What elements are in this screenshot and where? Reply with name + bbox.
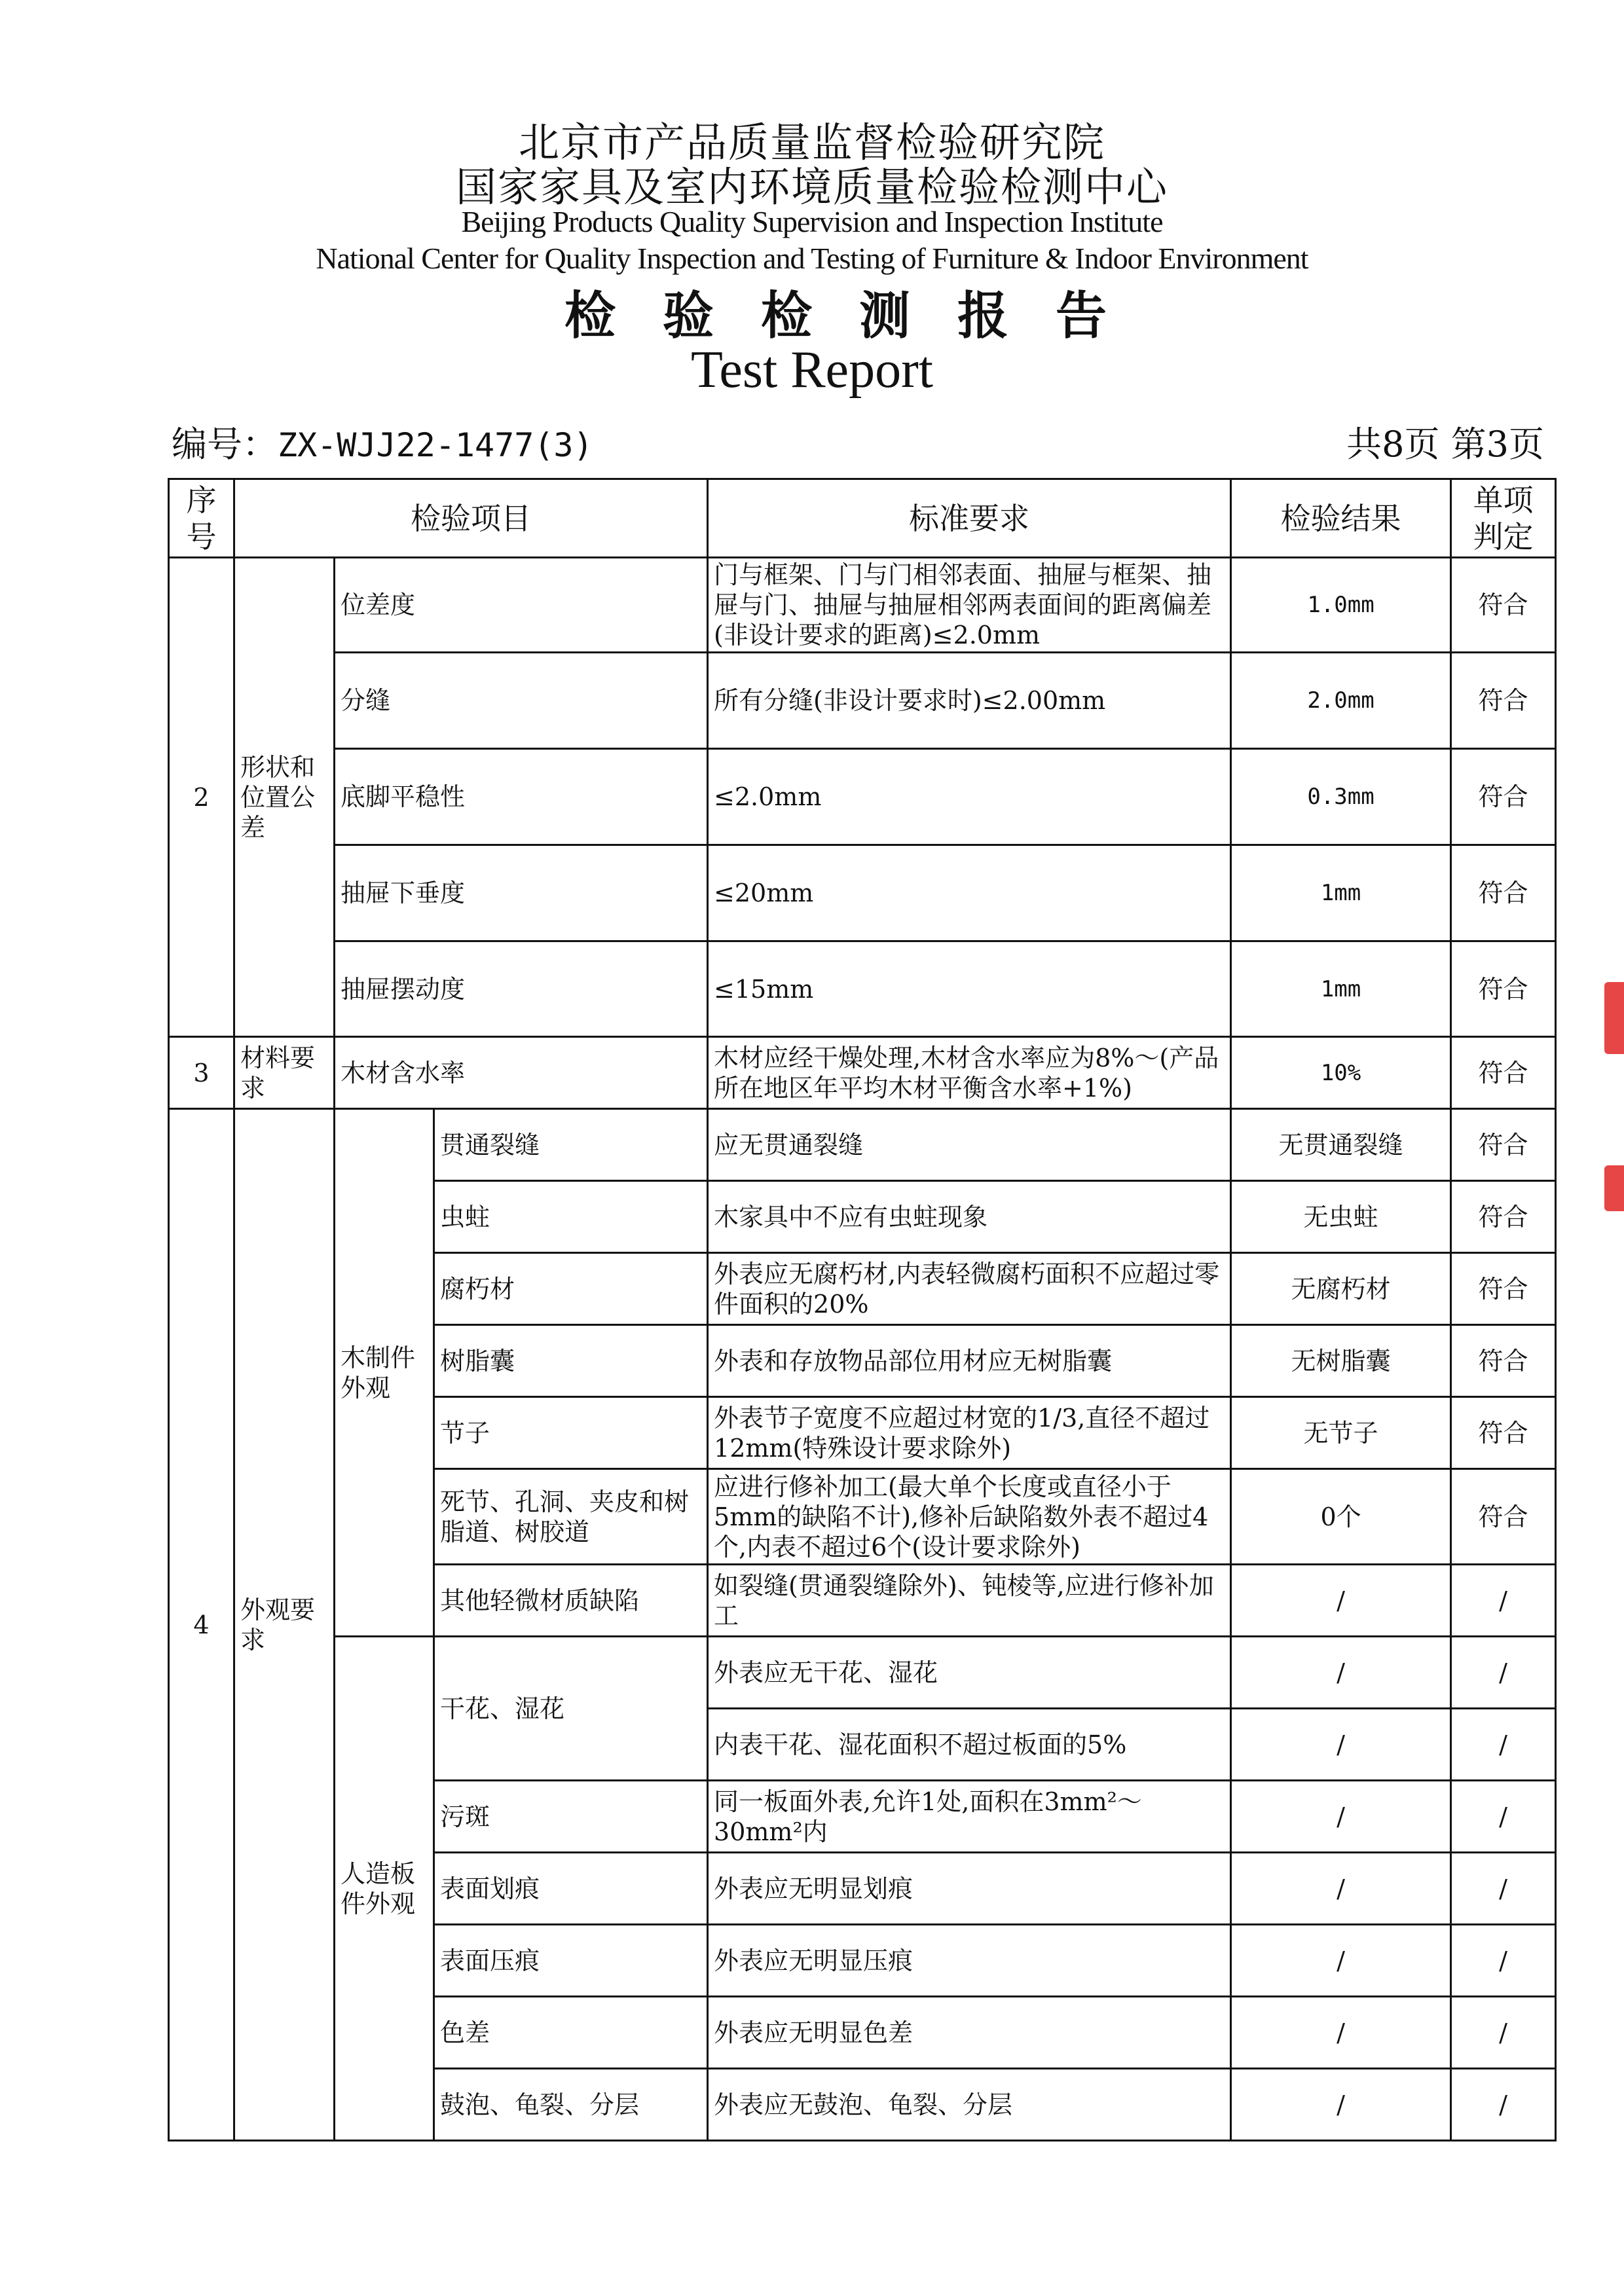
item-name: 表面划痕 xyxy=(434,1853,708,1925)
result-value: 10% xyxy=(1231,1037,1451,1109)
table-row xyxy=(169,845,1556,941)
result-value: 无贯通裂缝 xyxy=(1231,1109,1451,1181)
org-name-cn-1: 北京市产品质量监督检验研究院 xyxy=(518,118,1105,166)
judgement-value: / xyxy=(1451,2069,1556,2141)
item-name: 干花、湿花 xyxy=(434,1637,708,1781)
section-category: 材料要求 xyxy=(234,1037,335,1109)
item-name: 分缝 xyxy=(335,653,708,749)
result-value: 无树脂囊 xyxy=(1231,1325,1451,1397)
judgement-value: 符合 xyxy=(1451,749,1556,845)
judgement-value: / xyxy=(1451,1781,1556,1853)
org-name-en-1: Beijing Products Quality Supervision and Inspection Institute xyxy=(461,205,1163,238)
group-name: 木制件外观 xyxy=(335,1109,434,1637)
standard-text: 外表应无明显色差 xyxy=(708,1997,1231,2069)
result-value: 1.0mm xyxy=(1231,558,1451,653)
table-row xyxy=(169,749,1556,845)
report-number-value: ZX-WJJ22-1477(3) xyxy=(278,426,593,464)
item-name: 抽屉摆动度 xyxy=(335,941,708,1037)
table-row xyxy=(169,1037,1556,1109)
section-no: 4 xyxy=(169,1109,234,2141)
standard-text: 木材应经干燥处理,木材含水率应为8%～(产品所在地区年平均木材平衡含水率+1%) xyxy=(708,1037,1231,1109)
standard-text: 木家具中不应有虫蛀现象 xyxy=(708,1181,1231,1253)
standard-text: 外表和存放物品部位用材应无树脂囊 xyxy=(708,1325,1231,1397)
judgement-value: 符合 xyxy=(1451,1253,1556,1325)
result-value: / xyxy=(1231,1853,1451,1925)
judgement-value: 符合 xyxy=(1451,941,1556,1037)
standard-text: 内表干花、湿花面积不超过板面的5% xyxy=(708,1709,1231,1781)
result-value: 无虫蛀 xyxy=(1231,1181,1451,1253)
standard-text: ≤20mm xyxy=(708,845,1231,941)
col-header-item: 检验项目 xyxy=(234,479,708,558)
item-name: 污斑 xyxy=(434,1781,708,1853)
item-name: 其他轻微材质缺陷 xyxy=(434,1565,708,1637)
standard-text: 如裂缝(贯通裂缝除外)、钝棱等,应进行修补加工 xyxy=(708,1565,1231,1637)
result-value: 1mm xyxy=(1231,845,1451,941)
item-name: 色差 xyxy=(434,1997,708,2069)
seal-edge-mark xyxy=(1604,982,1624,1054)
result-value: / xyxy=(1231,2069,1451,2141)
judgement-value: / xyxy=(1451,1709,1556,1781)
standard-text: 外表应无腐朽材,内表轻微腐朽面积不应超过零件面积的20% xyxy=(708,1253,1231,1325)
item-name: 节子 xyxy=(434,1397,708,1469)
item-name: 死节、孔洞、夹皮和树脂道、树胶道 xyxy=(434,1469,708,1565)
result-value: / xyxy=(1231,1565,1451,1637)
result-value: 1mm xyxy=(1231,941,1451,1037)
item-name: 贯通裂缝 xyxy=(434,1109,708,1181)
org-name-cn-2: 国家家具及室内环境质量检验检测中心 xyxy=(455,163,1168,211)
judgement-value: 符合 xyxy=(1451,558,1556,653)
col-header-standard: 标准要求 xyxy=(708,479,1231,558)
table-row xyxy=(169,558,1556,653)
inspection-table xyxy=(168,478,1557,2141)
standard-text: 所有分缝(非设计要求时)≤2.00mm xyxy=(708,653,1231,749)
item-name: 抽屉下垂度 xyxy=(335,845,708,941)
table-row xyxy=(169,941,1556,1037)
item-name: 位差度 xyxy=(335,558,708,653)
judgement-value: 符合 xyxy=(1451,1397,1556,1469)
section-category: 外观要求 xyxy=(234,1109,335,2141)
judgement-value: / xyxy=(1451,1853,1556,1925)
judgement-value: 符合 xyxy=(1451,845,1556,941)
col-header-judgement: 单项判定 xyxy=(1451,479,1556,558)
table-row xyxy=(169,653,1556,749)
col-header-no: 序号 xyxy=(169,479,234,558)
judgement-value: 符合 xyxy=(1451,1181,1556,1253)
result-value: 无节子 xyxy=(1231,1397,1451,1469)
item-name: 虫蛀 xyxy=(434,1181,708,1253)
table-row xyxy=(169,1637,1556,1709)
standard-text: 同一板面外表,允许1处,面积在3mm²～30mm²内 xyxy=(708,1781,1231,1853)
org-name-en-2: National Center for Quality Inspection and Testing of Furniture & Indoor Environment xyxy=(316,242,1308,275)
judgement-value: 符合 xyxy=(1451,1325,1556,1397)
standard-text: 应进行修补加工(最大单个长度或直径小于5mm的缺陷不计),修补后缺陷数外表不超过4个,内表不超过6个(设计要求除外) xyxy=(708,1469,1231,1565)
report-number xyxy=(172,416,593,467)
item-name: 表面压痕 xyxy=(434,1925,708,1997)
report-title-en: Test Report xyxy=(691,341,933,399)
judgement-value: 符合 xyxy=(1451,1037,1556,1109)
page-count: 共8页 第3页 xyxy=(1346,424,1544,465)
section-no: 2 xyxy=(169,558,234,1037)
standard-text: ≤15mm xyxy=(708,941,1231,1037)
result-value: / xyxy=(1231,1709,1451,1781)
standard-text: 外表应无明显压痕 xyxy=(708,1925,1231,1997)
report-title-cn: 检验检测报告 xyxy=(564,286,1154,346)
section-no: 3 xyxy=(169,1037,234,1109)
table-header-row xyxy=(169,479,1556,558)
standard-text: 外表应无干花、湿花 xyxy=(708,1637,1231,1709)
standard-text: ≤2.0mm xyxy=(708,749,1231,845)
item-name: 底脚平稳性 xyxy=(335,749,708,845)
standard-text: 门与框架、门与门相邻表面、抽屉与框架、抽屉与门、抽屉与抽屉相邻两表面间的距离偏差(非设计要求的距离)≤2.0mm xyxy=(708,558,1231,653)
standard-text: 应无贯通裂缝 xyxy=(708,1109,1231,1181)
judgement-value: 符合 xyxy=(1451,653,1556,749)
judgement-value: 符合 xyxy=(1451,1469,1556,1565)
item-name: 鼓泡、龟裂、分层 xyxy=(434,2069,708,2141)
result-value: / xyxy=(1231,1637,1451,1709)
result-value: 0.3mm xyxy=(1231,749,1451,845)
result-value: 2.0mm xyxy=(1231,653,1451,749)
judgement-value: / xyxy=(1451,1637,1556,1709)
item-name: 腐朽材 xyxy=(434,1253,708,1325)
item-name: 木材含水率 xyxy=(335,1037,708,1109)
table-row xyxy=(169,1109,1556,1181)
report-number-label: 编号： xyxy=(172,424,278,465)
judgement-value: / xyxy=(1451,1997,1556,2069)
result-value: 0个 xyxy=(1231,1469,1451,1565)
judgement-value: / xyxy=(1451,1925,1556,1997)
standard-text: 外表应无鼓泡、龟裂、分层 xyxy=(708,2069,1231,2141)
judgement-value: 符合 xyxy=(1451,1109,1556,1181)
result-value: / xyxy=(1231,1925,1451,1997)
group-name: 人造板件外观 xyxy=(335,1637,434,2141)
standard-text: 外表节子宽度不应超过材宽的1/3,直径不超过12mm(特殊设计要求除外) xyxy=(708,1397,1231,1469)
result-value: / xyxy=(1231,1997,1451,2069)
seal-edge-mark xyxy=(1604,1165,1624,1211)
item-name: 树脂囊 xyxy=(434,1325,708,1397)
result-value: 无腐朽材 xyxy=(1231,1253,1451,1325)
standard-text: 外表应无明显划痕 xyxy=(708,1853,1231,1925)
col-header-result: 检验结果 xyxy=(1231,479,1451,558)
section-category: 形状和位置公差 xyxy=(234,558,335,1037)
result-value: / xyxy=(1231,1781,1451,1853)
judgement-value: / xyxy=(1451,1565,1556,1637)
